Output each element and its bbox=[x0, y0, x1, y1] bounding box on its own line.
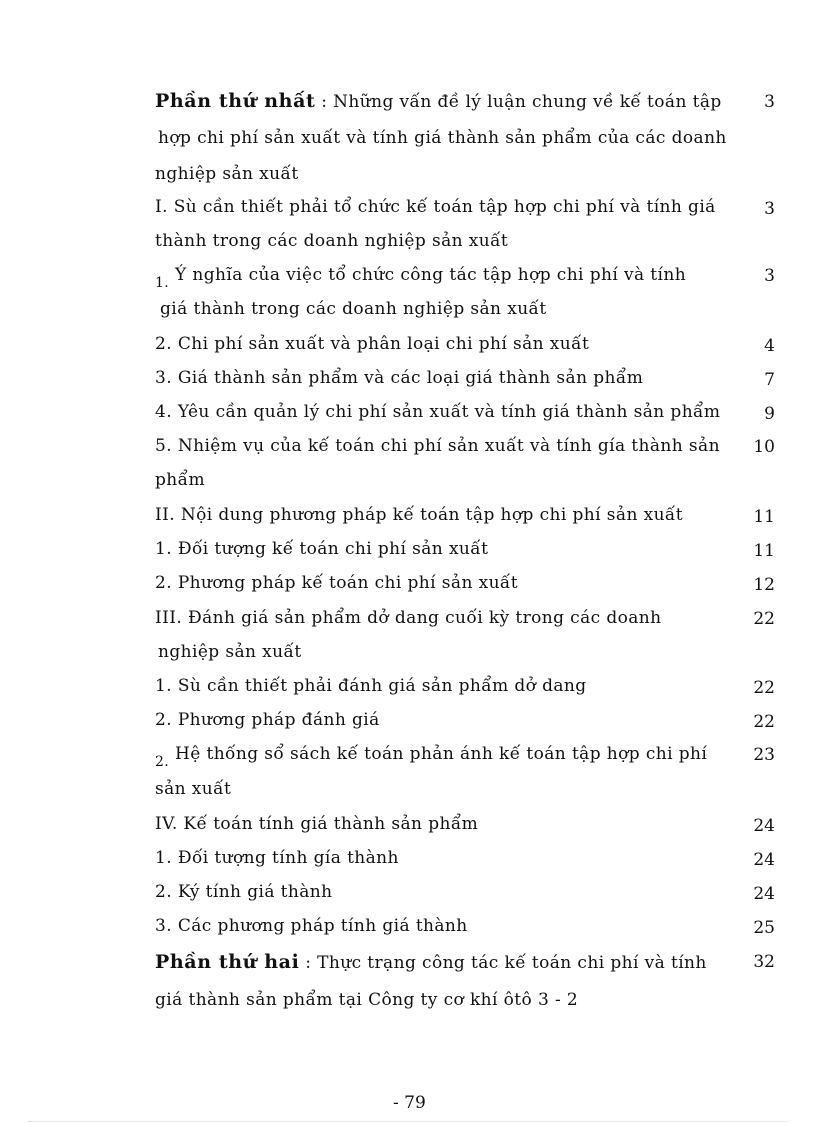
toc-page-number: 12 bbox=[753, 575, 775, 595]
toc-line: 2. Ký tính giá thành bbox=[155, 882, 333, 902]
toc-page-number: 3 bbox=[764, 92, 775, 112]
toc-page-number: 24 bbox=[753, 850, 775, 870]
toc-line: 1. Đối tượng tính gía thành bbox=[155, 848, 399, 868]
toc-item-number: 1. bbox=[155, 275, 170, 291]
toc-page-number: 23 bbox=[753, 745, 775, 765]
toc-line: 2. Phương pháp kế toán chi phí sản xuất bbox=[155, 573, 518, 593]
toc-page-number: 3 bbox=[764, 199, 775, 219]
toc-line: 3. Giá thành sản phẩm và các loại giá thành sản phẩm bbox=[155, 368, 644, 388]
toc-line: 1. Sù cần thiết phải đánh giá sản phẩm dở dang bbox=[155, 676, 587, 696]
part-one-lead: Phần thứ nhất bbox=[155, 90, 316, 112]
toc-page-number: 22 bbox=[753, 609, 775, 629]
toc-line: nghiệp sản xuất bbox=[158, 642, 302, 662]
toc-page-number: 24 bbox=[753, 884, 775, 904]
toc-page-number: 22 bbox=[753, 712, 775, 732]
toc-page-number: 7 bbox=[764, 370, 775, 390]
toc-line: giá thành trong các doanh nghiệp sản xuất bbox=[160, 299, 547, 319]
toc-page-number: 10 bbox=[753, 437, 775, 457]
toc-item-text: Hệ thống sổ sách kế toán phản ánh kế toán tập hợp chi phí bbox=[174, 744, 708, 764]
toc-line: 3. Các phương pháp tính giá thành bbox=[155, 916, 468, 936]
toc-line: IV. Kế toán tính giá thành sản phẩm bbox=[155, 814, 479, 834]
toc-line: hợp chi phí sản xuất và tính giá thành sản phẩm của các doanh bbox=[158, 128, 727, 148]
toc-page-number: 11 bbox=[753, 507, 775, 527]
toc-page-number: 32 bbox=[753, 952, 775, 972]
toc-line: 2. Phương pháp đánh giá bbox=[155, 710, 380, 730]
toc-part-one-line-1 bbox=[155, 91, 722, 112]
toc-line: nghiệp sản xuất bbox=[155, 164, 299, 184]
toc-line: 1. Đối tượng kế toán chi phí sản xuất bbox=[155, 539, 489, 559]
footer-page-number: - 79 bbox=[393, 1093, 426, 1113]
part-two-title: : Thực trạng công tác kế toán chi phí và tính bbox=[299, 953, 707, 973]
toc-line: 2. Chi phí sản xuất và phân loại chi phí sản xuất bbox=[155, 334, 590, 354]
toc-line: sản xuất bbox=[155, 779, 232, 799]
toc-line: giá thành sản phẩm tại Công ty cơ khí ôtô 3 - 2 bbox=[155, 990, 579, 1010]
toc-line: 4. Yêu cần quản lý chi phí sản xuất và tính giá thành sản phẩm bbox=[155, 402, 721, 422]
toc-line: III. Đánh giá sản phẩm dở dang cuối kỳ trong các doanh bbox=[155, 608, 662, 628]
toc-page-number: 11 bbox=[753, 541, 775, 561]
toc-line: thành trong các doanh nghiệp sản xuất bbox=[155, 231, 509, 251]
toc-item-number: 2. bbox=[155, 754, 170, 770]
toc-line: phẩm bbox=[155, 470, 205, 490]
toc-page-number: 3 bbox=[764, 266, 775, 286]
toc-page-number: 9 bbox=[764, 404, 775, 424]
toc-part-two-line-1 bbox=[155, 952, 707, 973]
footer-divider bbox=[28, 1121, 788, 1122]
toc-page-number: 24 bbox=[753, 816, 775, 836]
toc-line bbox=[155, 744, 708, 770]
toc-page-number: 25 bbox=[753, 918, 775, 938]
toc-item-text: Ý nghĩa của việc tổ chức công tác tập hợp chi phí và tính bbox=[174, 265, 687, 285]
toc-page-number: 4 bbox=[764, 336, 775, 356]
part-two-lead: Phần thứ hai bbox=[155, 951, 300, 973]
part-one-title: : Những vấn đề lý luận chung về kế toán tập bbox=[315, 92, 722, 112]
toc-line: 5. Nhiệm vụ của kế toán chi phí sản xuất và tính gía thành sản bbox=[155, 436, 720, 456]
toc-page-number: 22 bbox=[753, 678, 775, 698]
toc-line: I. Sù cần thiết phải tổ chức kế toán tập hợp chi phí và tính giá bbox=[155, 197, 716, 217]
toc-line bbox=[155, 265, 687, 291]
toc-line: II. Nội dung phương pháp kế toán tập hợp chi phí sản xuất bbox=[155, 505, 683, 525]
